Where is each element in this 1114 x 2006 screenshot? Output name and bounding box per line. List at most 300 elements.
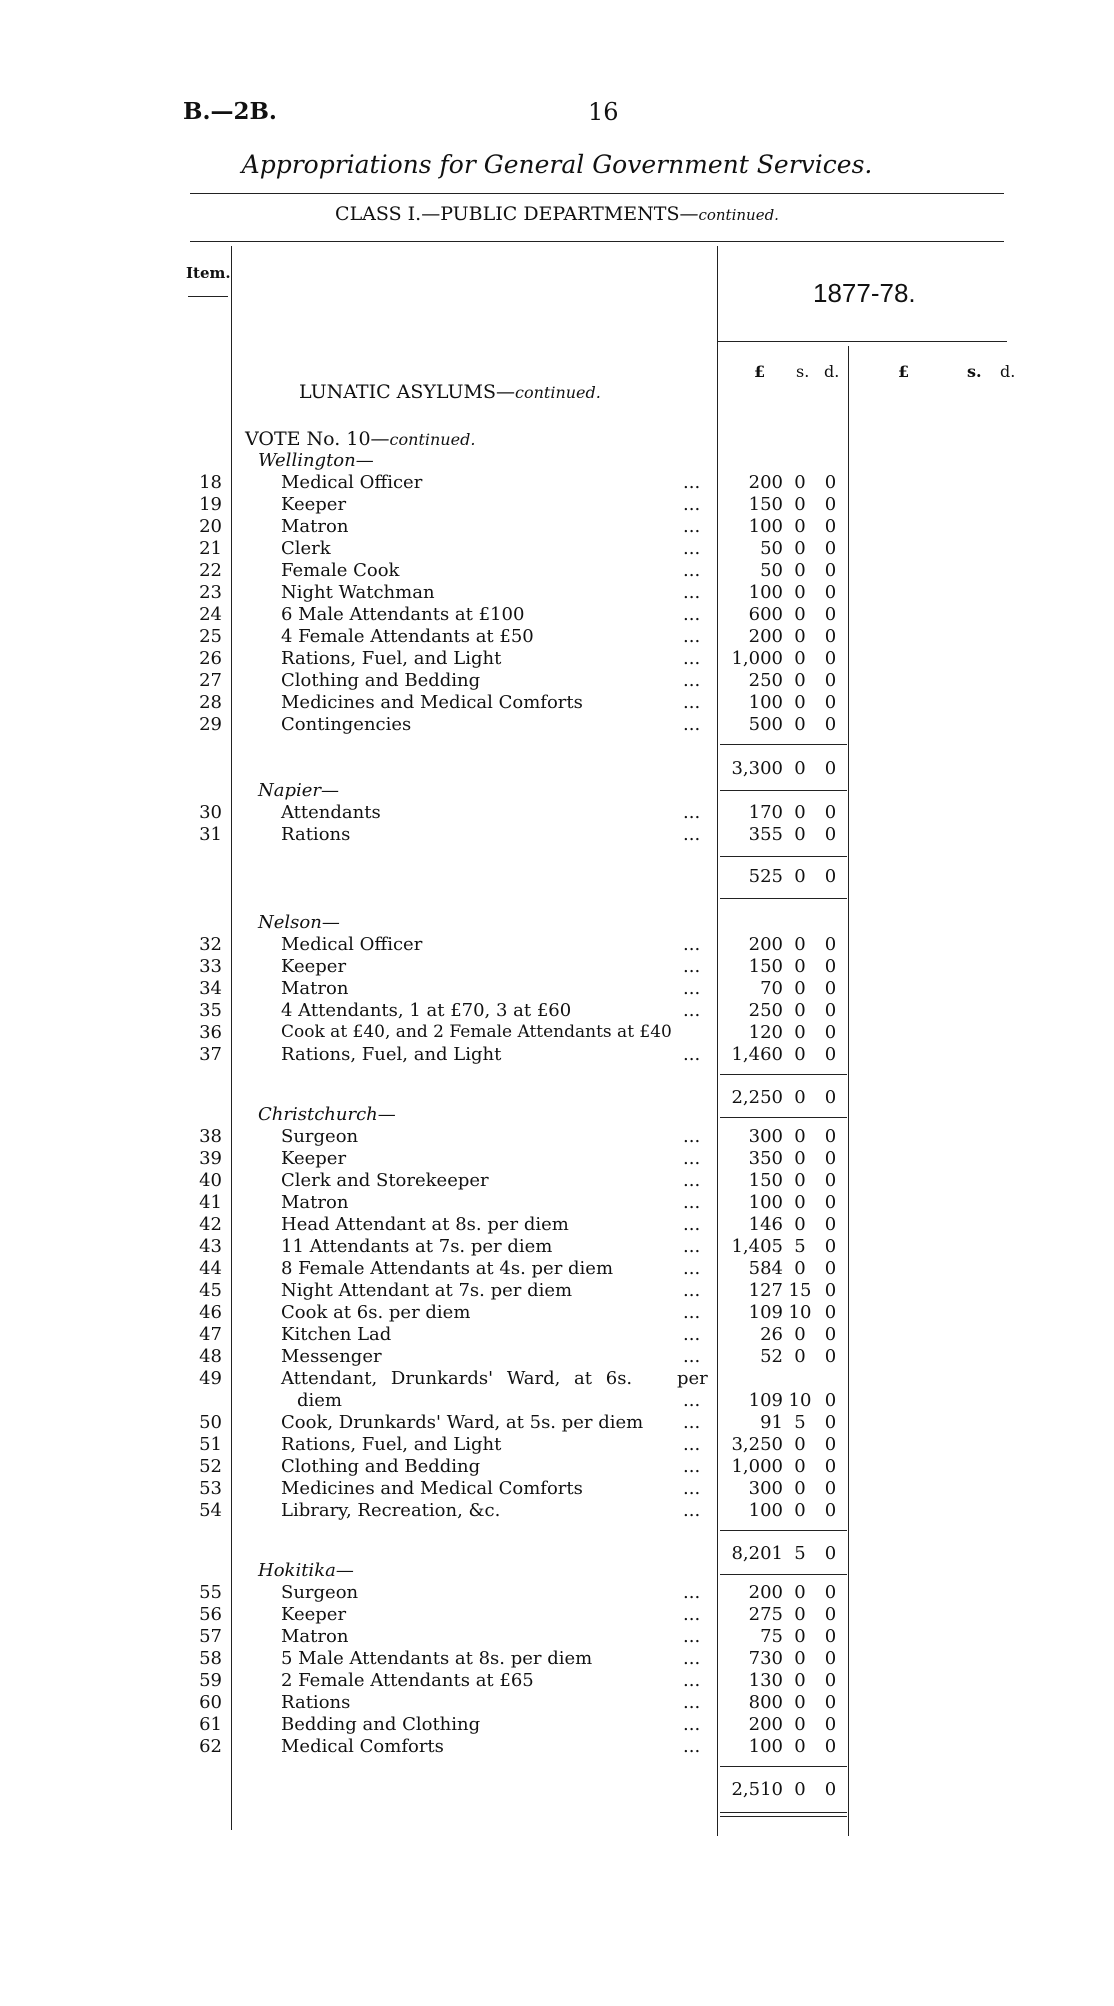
- item-description: Messenger: [281, 1346, 382, 1367]
- table-row: [0, 1390, 1114, 1412]
- leader-dots: ...: [683, 1258, 701, 1279]
- item-description: Head Attendant at 8s. per diem: [281, 1214, 569, 1235]
- amount-pounds: 26: [760, 1324, 783, 1345]
- amount-pounds: 355: [748, 824, 783, 845]
- table-row: [0, 1044, 1114, 1066]
- page-number: 16: [588, 98, 619, 126]
- amount-shillings: 0: [794, 670, 806, 691]
- leader-dots: ...: [683, 1214, 701, 1235]
- leader-dots: ...: [683, 1714, 701, 1735]
- table-row: [0, 1192, 1114, 1214]
- table-row: [0, 1604, 1114, 1626]
- leader-dots: ...: [683, 1126, 701, 1147]
- subtotal-rule: [720, 744, 847, 745]
- table-row: [0, 1170, 1114, 1192]
- table-row: [0, 1582, 1114, 1604]
- item-number: 27: [199, 670, 222, 691]
- amount-pounds: 350: [748, 1148, 783, 1169]
- item-number: 31: [199, 824, 222, 845]
- amount-shillings: 0: [794, 1126, 806, 1147]
- item-description: Contingencies: [281, 714, 412, 735]
- table-row: [0, 956, 1114, 978]
- amount-pounds: 600: [748, 604, 783, 625]
- leader-dots: ...: [683, 956, 701, 977]
- leader-dots: ...: [683, 1604, 701, 1625]
- amount-pounds: 275: [748, 1604, 783, 1625]
- item-number: 33: [199, 956, 222, 977]
- amount-pence: 0: [824, 494, 837, 515]
- item-number: 42: [199, 1214, 222, 1235]
- amount-shillings: 10: [788, 1390, 812, 1411]
- amount-shillings: 0: [794, 1456, 806, 1477]
- leader-dots: ...: [683, 802, 701, 823]
- table-row: [0, 670, 1114, 692]
- amount-pounds: 730: [748, 1648, 783, 1669]
- item-description: Rations, Fuel, and Light: [281, 1044, 502, 1065]
- amount-shillings: 0: [794, 1648, 806, 1669]
- amount-shillings: 0: [794, 956, 806, 977]
- amount-pounds: 1,460: [731, 1044, 783, 1065]
- amount-pounds: 200: [748, 626, 783, 647]
- amount-shillings: 0: [794, 1346, 806, 1367]
- item-number: 26: [199, 648, 222, 669]
- year-header-rule: [717, 341, 1007, 342]
- item-number: 21: [199, 538, 222, 559]
- amount-pounds: 50: [760, 560, 783, 581]
- amount-shillings: 0: [794, 1478, 806, 1499]
- amount-pence: 0: [824, 1582, 837, 1603]
- amount-pounds: 52: [760, 1346, 783, 1367]
- amount-shillings: 0: [794, 1258, 806, 1279]
- total-shillings: 0: [794, 866, 806, 887]
- amount-pence: 0: [824, 1390, 837, 1411]
- item-number: 29: [199, 714, 222, 735]
- item-description: Surgeon: [281, 1582, 359, 1603]
- leader-dots: ...: [683, 494, 701, 515]
- item-description: Night Attendant at 7s. per diem: [281, 1280, 573, 1301]
- total-double-rule: [720, 1816, 847, 1817]
- item-number: 53: [199, 1478, 222, 1499]
- item-description: Matron: [281, 978, 349, 999]
- item-description: 11 Attendants at 7s. per diem: [281, 1236, 553, 1257]
- table-row: [0, 582, 1114, 604]
- amount-pence: 0: [824, 1714, 837, 1735]
- total-rule: [720, 898, 847, 899]
- item-number: 59: [199, 1670, 222, 1691]
- item-description: Surgeon: [281, 1126, 359, 1147]
- amount-pounds: 100: [748, 1736, 783, 1757]
- leader-dots: ...: [683, 1692, 701, 1713]
- group-heading-napier: Napier—: [258, 780, 340, 801]
- item-description: Female Cook: [281, 560, 400, 581]
- amount-shillings: 0: [794, 538, 806, 559]
- item-column-header: Item.: [186, 264, 231, 282]
- table-row: [0, 1280, 1114, 1302]
- leader-dots: ...: [683, 604, 701, 625]
- amount-shillings: 0: [794, 1604, 806, 1625]
- leader-dots: ...: [683, 1500, 701, 1521]
- page-title: Appropriations for General Government Services.: [241, 150, 873, 179]
- group-heading-christchurch: Christchurch—: [258, 1104, 396, 1125]
- table-row: [0, 1714, 1114, 1736]
- group-total-nelson: [0, 1087, 1114, 1111]
- total-pence: 0: [824, 758, 837, 779]
- amount-shillings: 0: [794, 1324, 806, 1345]
- amount-pounds: 150: [748, 494, 783, 515]
- table-row: [0, 1500, 1114, 1522]
- amount-pounds: 91: [760, 1412, 783, 1433]
- amount-shillings: 0: [794, 626, 806, 647]
- amount-shillings: 0: [794, 978, 806, 999]
- item-description: Medical Officer: [281, 472, 423, 493]
- item-description: 4 Attendants, 1 at £70, 3 at £60: [281, 1000, 572, 1021]
- amount-pence: 0: [824, 956, 837, 977]
- item-header-rule: [188, 296, 228, 297]
- table-row: [0, 1368, 1114, 1390]
- amount-shillings: 0: [794, 560, 806, 581]
- item-description: 5 Male Attendants at 8s. per diem: [281, 1648, 593, 1669]
- leader-dots: ...: [683, 1582, 701, 1603]
- table-row: [0, 1148, 1114, 1170]
- table-row: [0, 1346, 1114, 1368]
- amount-pounds: 100: [748, 582, 783, 603]
- item-description: Medicines and Medical Comforts: [281, 692, 583, 713]
- amount-pounds: 100: [748, 1500, 783, 1521]
- table-row: [0, 1126, 1114, 1148]
- total-pence: 0: [824, 1087, 837, 1108]
- amount-shillings: 0: [794, 714, 806, 735]
- amount-shillings: 0: [794, 604, 806, 625]
- amount-pounds: 127: [748, 1280, 783, 1301]
- table-row: [0, 560, 1114, 582]
- amount-pounds: 150: [748, 1170, 783, 1191]
- item-description: Night Watchman: [281, 582, 435, 603]
- table-row: [0, 494, 1114, 516]
- item-number: 32: [199, 934, 222, 955]
- amount-pence: 0: [824, 1626, 837, 1647]
- item-number: 47: [199, 1324, 222, 1345]
- amount-pence: 0: [824, 1302, 837, 1323]
- table-row: [0, 604, 1114, 626]
- leader-dots: ...: [683, 1346, 701, 1367]
- table-row: [0, 1434, 1114, 1456]
- item-number: 28: [199, 692, 222, 713]
- item-number: 48: [199, 1346, 222, 1367]
- leader-dots: ...: [683, 1412, 701, 1433]
- leader-dots: ...: [683, 1044, 701, 1065]
- amount-pence: 0: [824, 648, 837, 669]
- item-number: 20: [199, 516, 222, 537]
- leader-dots: ...: [683, 692, 701, 713]
- item-description: Keeper: [281, 1604, 347, 1625]
- title-rule: [190, 193, 1004, 194]
- item-description: Rations, Fuel, and Light: [281, 1434, 502, 1455]
- vote-heading: VOTE No. 10—continued.: [245, 428, 476, 450]
- amount-pence: 0: [824, 538, 837, 559]
- amount-pence: 0: [824, 1456, 837, 1477]
- amount-pence: 0: [824, 1126, 837, 1147]
- total-pence: 0: [824, 866, 837, 887]
- item-number: 25: [199, 626, 222, 647]
- leader-dots: ...: [683, 560, 701, 581]
- table-row: [0, 626, 1114, 648]
- amount-shillings: 0: [794, 1192, 806, 1213]
- table-row: [0, 516, 1114, 538]
- item-number: 40: [199, 1170, 222, 1191]
- amount-pence: 0: [824, 802, 837, 823]
- leader-dots: ...: [683, 1626, 701, 1647]
- item-number: 51: [199, 1434, 222, 1455]
- table-row: [0, 1478, 1114, 1500]
- table-row: [0, 1302, 1114, 1324]
- amount-pence: 0: [824, 560, 837, 581]
- leader-dots: ...: [683, 1670, 701, 1691]
- table-row: [0, 1648, 1114, 1670]
- group-total-hokitika: [0, 1779, 1114, 1803]
- pence-header-2: d.: [1000, 362, 1016, 381]
- amount-pounds: 100: [748, 516, 783, 537]
- item-number: 30: [199, 802, 222, 823]
- leader-dots: ...: [683, 1390, 701, 1411]
- total-rule: [720, 1812, 847, 1813]
- amount-pence: 0: [824, 1324, 837, 1345]
- total-rule: [720, 790, 847, 791]
- item-number: 54: [199, 1500, 222, 1521]
- leader-dots: ...: [683, 824, 701, 845]
- item-number: 52: [199, 1456, 222, 1477]
- item-number: 41: [199, 1192, 222, 1213]
- total-pounds: 3,300: [731, 758, 783, 779]
- group-total-christchurch: [0, 1543, 1114, 1567]
- leader-dots: ...: [683, 1648, 701, 1669]
- amount-pence: 0: [824, 1478, 837, 1499]
- amount-pounds: 50: [760, 538, 783, 559]
- leader-dots: ...: [683, 582, 701, 603]
- pounds-header-2: £: [898, 362, 910, 381]
- table-row: [0, 934, 1114, 956]
- item-description: Rations, Fuel, and Light: [281, 648, 502, 669]
- table-row: [0, 1626, 1114, 1648]
- amount-pounds: 150: [748, 956, 783, 977]
- table-row: [0, 1236, 1114, 1258]
- total-shillings: 0: [794, 1779, 806, 1800]
- item-description: Medical Officer: [281, 934, 423, 955]
- item-description: Library, Recreation, &c.: [281, 1500, 501, 1521]
- section-heading: LUNATIC ASYLUMS—continued.: [299, 381, 601, 403]
- leader-dots: ...: [683, 714, 701, 735]
- amount-pounds: 100: [748, 1192, 783, 1213]
- amount-shillings: 0: [794, 494, 806, 515]
- item-number: 56: [199, 1604, 222, 1625]
- group-heading-hokitika: Hokitika—: [258, 1560, 354, 1581]
- amount-pence: 0: [824, 670, 837, 691]
- pence-header: d.: [824, 362, 840, 381]
- amount-shillings: 0: [794, 472, 806, 493]
- amount-shillings: 0: [794, 1434, 806, 1455]
- amount-shillings: 0: [794, 1582, 806, 1603]
- total-pounds: 525: [748, 866, 783, 887]
- amount-shillings: 10: [788, 1302, 812, 1323]
- amount-pence: 0: [824, 1192, 837, 1213]
- group-heading-wellington: Wellington—: [258, 450, 374, 471]
- item-description: Cook at £40, and 2 Female Attendants at £40: [281, 1022, 672, 1042]
- amount-pence: 0: [824, 978, 837, 999]
- amount-pence: 0: [824, 1044, 837, 1065]
- item-description: Medicines and Medical Comforts: [281, 1478, 583, 1499]
- amount-shillings: 0: [794, 1736, 806, 1757]
- item-description: Bedding and Clothing: [281, 1714, 481, 1735]
- item-description: 4 Female Attendants at £50: [281, 626, 534, 647]
- amount-pounds: 3,250: [731, 1434, 783, 1455]
- table-row: [0, 648, 1114, 670]
- amount-shillings: 0: [794, 692, 806, 713]
- amount-pounds: 584: [748, 1258, 783, 1279]
- amount-shillings: 0: [794, 1000, 806, 1021]
- item-number: 45: [199, 1280, 222, 1301]
- item-description-wrap: diem: [297, 1390, 342, 1411]
- amount-pence: 0: [824, 1022, 837, 1043]
- amount-shillings: 0: [794, 1170, 806, 1191]
- leader-dots: ...: [683, 1434, 701, 1455]
- item-number: 36: [199, 1022, 222, 1043]
- leader-dots: ...: [683, 1736, 701, 1757]
- amount-shillings: 0: [794, 1692, 806, 1713]
- item-description: Attendant, Drunkards' Ward, at 6s.: [281, 1368, 633, 1389]
- amount-pounds: 200: [748, 1714, 783, 1735]
- item-description: Keeper: [281, 956, 347, 977]
- item-description: Rations: [281, 824, 351, 845]
- subtotal-rule: [720, 856, 847, 857]
- item-number: 60: [199, 1692, 222, 1713]
- table-row: [0, 1670, 1114, 1692]
- amount-pence: 0: [824, 582, 837, 603]
- amount-pence: 0: [824, 1170, 837, 1191]
- amount-shillings: 0: [794, 824, 806, 845]
- item-number: 44: [199, 1258, 222, 1279]
- item-description: Keeper: [281, 494, 347, 515]
- amount-shillings: 0: [794, 1500, 806, 1521]
- table-row: [0, 714, 1114, 736]
- amount-pence: 0: [824, 516, 837, 537]
- item-description: Medical Comforts: [281, 1736, 444, 1757]
- item-description: Attendants: [281, 802, 381, 823]
- amount-shillings: 0: [794, 802, 806, 823]
- item-description: Kitchen Lad: [281, 1324, 392, 1345]
- item-description: Clerk: [281, 538, 331, 559]
- table-row: [0, 1022, 1114, 1044]
- amount-pence: 0: [824, 626, 837, 647]
- table-row: [0, 1692, 1114, 1714]
- item-description: Matron: [281, 1626, 349, 1647]
- item-description: Cook, Drunkards' Ward, at 5s. per diem: [281, 1412, 644, 1433]
- group-heading-nelson: Nelson—: [258, 912, 340, 933]
- amount-pence: 0: [824, 692, 837, 713]
- amount-pounds: 1,000: [731, 648, 783, 669]
- amount-pounds: 100: [748, 692, 783, 713]
- item-description: 6 Male Attendants at £100: [281, 604, 525, 625]
- table-row: [0, 538, 1114, 560]
- table-row: [0, 1258, 1114, 1280]
- amount-pence: 0: [824, 472, 837, 493]
- amount-pence: 0: [824, 934, 837, 955]
- amount-pounds: 170: [748, 802, 783, 823]
- leader-dots: ...: [683, 1324, 701, 1345]
- amount-pounds: 75: [760, 1626, 783, 1647]
- amount-pence: 0: [824, 1346, 837, 1367]
- amount-pounds: 800: [748, 1692, 783, 1713]
- item-number: 38: [199, 1126, 222, 1147]
- amount-pence: 0: [824, 1258, 837, 1279]
- amount-shillings: 0: [794, 516, 806, 537]
- item-description: 2 Female Attendants at £65: [281, 1670, 534, 1691]
- item-number: 43: [199, 1236, 222, 1257]
- amount-pounds: 70: [760, 978, 783, 999]
- amount-pence: 0: [824, 714, 837, 735]
- amount-shillings: 0: [794, 934, 806, 955]
- amount-shillings: 0: [794, 1022, 806, 1043]
- total-pounds: 2,250: [731, 1087, 783, 1108]
- item-number: 55: [199, 1582, 222, 1603]
- amount-pounds: 250: [748, 670, 783, 691]
- amount-shillings: 0: [794, 582, 806, 603]
- amount-pounds: 500: [748, 714, 783, 735]
- amount-pounds: 130: [748, 1670, 783, 1691]
- amount-shillings: 0: [794, 1626, 806, 1647]
- amount-shillings: 0: [794, 1044, 806, 1065]
- table-row: [0, 1214, 1114, 1236]
- table-row: [0, 1000, 1114, 1022]
- amount-pounds: 109: [748, 1390, 783, 1411]
- amount-pence: 0: [824, 1736, 837, 1757]
- amount-pounds: 120: [748, 1022, 783, 1043]
- table-row: [0, 472, 1114, 494]
- amount-pounds: 200: [748, 472, 783, 493]
- amount-pence: 0: [824, 1000, 837, 1021]
- table-row: [0, 1736, 1114, 1758]
- leader-dots: ...: [683, 978, 701, 999]
- amount-pounds: 250: [748, 1000, 783, 1021]
- leader-dots: ...: [683, 1236, 701, 1257]
- item-description: Matron: [281, 516, 349, 537]
- item-description: Rations: [281, 1692, 351, 1713]
- leader-dots: ...: [683, 472, 701, 493]
- leader-dots: ...: [683, 1000, 701, 1021]
- leader-dots: ...: [683, 1478, 701, 1499]
- item-number: 62: [199, 1736, 222, 1757]
- shillings-header-2: s.: [967, 362, 982, 381]
- leader-dots: ...: [683, 1302, 701, 1323]
- amount-pence: 0: [824, 1412, 837, 1433]
- item-description-continued: per: [677, 1368, 708, 1389]
- item-number: 18: [199, 472, 222, 493]
- amount-pence: 0: [824, 1280, 837, 1301]
- amount-pounds: 1,000: [731, 1456, 783, 1477]
- amount-pence: 0: [824, 1148, 837, 1169]
- item-description: Keeper: [281, 1148, 347, 1169]
- amount-shillings: 0: [794, 1214, 806, 1235]
- table-row: [0, 692, 1114, 714]
- shillings-header: s.: [796, 362, 810, 381]
- item-number: 58: [199, 1648, 222, 1669]
- total-shillings: 0: [794, 758, 806, 779]
- item-number: 61: [199, 1714, 222, 1735]
- total-shillings: 0: [794, 1087, 806, 1108]
- leader-dots: ...: [683, 934, 701, 955]
- subtotal-rule: [720, 1766, 847, 1767]
- amount-pence: 0: [824, 1500, 837, 1521]
- item-number: 24: [199, 604, 222, 625]
- item-number: 23: [199, 582, 222, 603]
